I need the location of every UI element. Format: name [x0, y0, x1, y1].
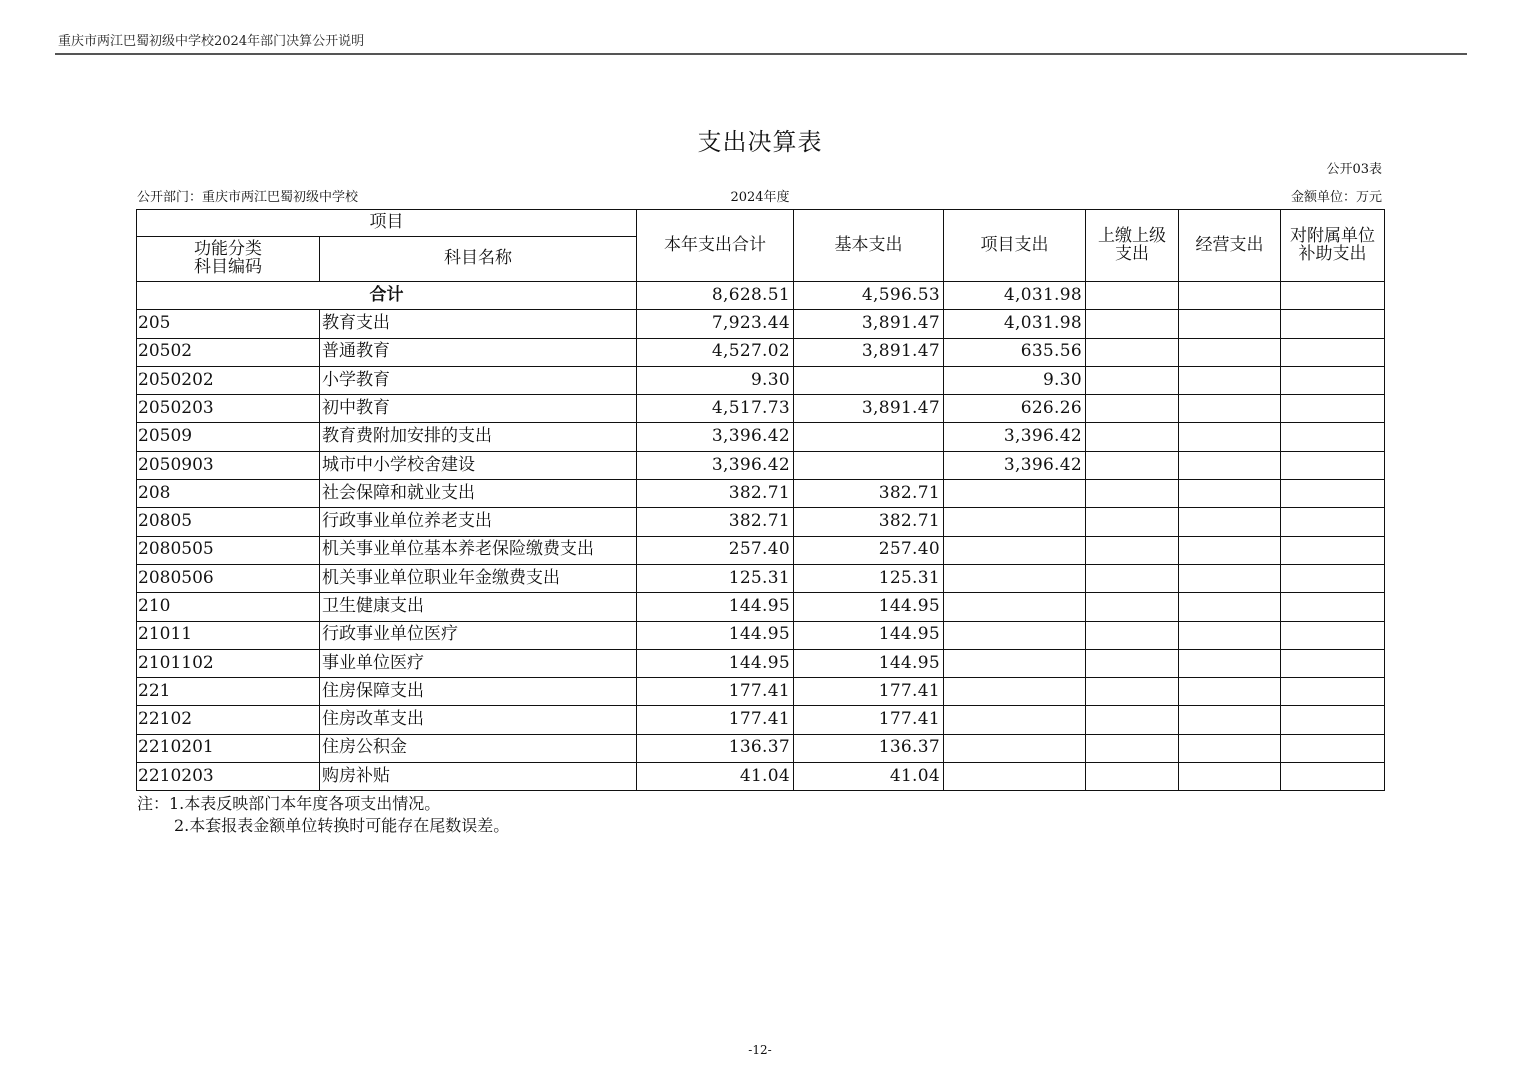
row-subsidy	[1281, 621, 1385, 649]
row-name: 购房补贴	[320, 763, 637, 791]
row-business	[1179, 621, 1281, 649]
row-project: 3,396.42	[944, 423, 1086, 451]
total-label: 合计	[137, 282, 637, 310]
row-total: 9.30	[637, 366, 794, 394]
row-name: 小学教育	[320, 366, 637, 394]
row-business	[1179, 366, 1281, 394]
row-project	[944, 593, 1086, 621]
row-business	[1179, 706, 1281, 734]
row-name: 事业单位医疗	[320, 649, 637, 677]
row-subsidy	[1281, 536, 1385, 564]
row-upper	[1086, 564, 1179, 592]
row-business	[1179, 593, 1281, 621]
row-business	[1179, 536, 1281, 564]
note-2: 2.本套报表金额单位转换时可能存在尾数误差。	[174, 816, 510, 835]
row-basic: 382.71	[794, 480, 944, 508]
row-total: 136.37	[637, 734, 794, 762]
row-name: 普通教育	[320, 338, 637, 366]
row-basic: 144.95	[794, 621, 944, 649]
row-code: 2080505	[137, 536, 320, 564]
row-basic: 177.41	[794, 678, 944, 706]
table-row	[137, 734, 1385, 762]
total-basic: 4,596.53	[794, 282, 944, 310]
document-title: 支出决算表	[697, 128, 823, 156]
table-row	[137, 706, 1385, 734]
row-upper	[1086, 480, 1179, 508]
form-number: 公开03表	[1326, 162, 1382, 177]
row-code: 2050203	[137, 395, 320, 423]
row-upper	[1086, 310, 1179, 338]
row-business	[1179, 451, 1281, 479]
table-row	[137, 593, 1385, 621]
row-basic: 41.04	[794, 763, 944, 791]
row-subsidy	[1281, 451, 1385, 479]
row-project: 4,031.98	[944, 310, 1086, 338]
row-business	[1179, 678, 1281, 706]
row-project	[944, 621, 1086, 649]
row-business	[1179, 480, 1281, 508]
row-upper	[1086, 678, 1179, 706]
table-row	[137, 395, 1385, 423]
row-code: 21011	[137, 621, 320, 649]
amount-unit-label: 金额单位：万元	[1290, 190, 1382, 205]
row-upper	[1086, 338, 1179, 366]
row-name: 城市中小学校舍建设	[320, 451, 637, 479]
header-basic: 基本支出	[794, 210, 944, 282]
header-subsidy: 对附属单位 补助支出	[1281, 210, 1385, 282]
row-basic: 3,891.47	[794, 310, 944, 338]
header-upper: 上缴上级 支出	[1086, 210, 1179, 282]
row-name: 教育费附加安排的支出	[320, 423, 637, 451]
row-subsidy	[1281, 338, 1385, 366]
row-total: 144.95	[637, 621, 794, 649]
table-row	[137, 366, 1385, 394]
table-row	[137, 763, 1385, 791]
total-upper	[1086, 282, 1179, 310]
total-project: 4,031.98	[944, 282, 1086, 310]
note-1: 注：1.本表反映部门本年度各项支出情况。	[137, 794, 441, 813]
row-code: 2050202	[137, 366, 320, 394]
row-project	[944, 678, 1086, 706]
row-project: 9.30	[944, 366, 1086, 394]
row-business	[1179, 423, 1281, 451]
row-name: 住房保障支出	[320, 678, 637, 706]
row-code: 2080506	[137, 564, 320, 592]
row-upper	[1086, 706, 1179, 734]
row-total: 144.95	[637, 649, 794, 677]
department-label: 公开部门：重庆市两江巴蜀初级中学校	[137, 190, 359, 205]
row-subsidy	[1281, 678, 1385, 706]
table-row	[137, 678, 1385, 706]
row-total: 7,923.44	[637, 310, 794, 338]
row-upper	[1086, 734, 1179, 762]
row-subsidy	[1281, 480, 1385, 508]
row-code: 208	[137, 480, 320, 508]
row-code: 2101102	[137, 649, 320, 677]
row-project	[944, 763, 1086, 791]
row-total: 4,527.02	[637, 338, 794, 366]
row-subsidy	[1281, 593, 1385, 621]
row-basic: 3,891.47	[794, 338, 944, 366]
row-upper	[1086, 508, 1179, 536]
row-code: 20502	[137, 338, 320, 366]
row-total: 3,396.42	[637, 423, 794, 451]
table-row	[137, 564, 1385, 592]
table-row	[137, 423, 1385, 451]
row-upper	[1086, 423, 1179, 451]
header-name: 科目名称	[320, 237, 637, 282]
row-basic	[794, 423, 944, 451]
table-notes	[137, 793, 509, 837]
row-code: 210	[137, 593, 320, 621]
row-total: 177.41	[637, 678, 794, 706]
row-subsidy	[1281, 310, 1385, 338]
row-basic: 3,891.47	[794, 395, 944, 423]
row-subsidy	[1281, 508, 1385, 536]
header-item: 项目	[137, 210, 637, 237]
row-subsidy	[1281, 564, 1385, 592]
row-project: 3,396.42	[944, 451, 1086, 479]
row-basic: 257.40	[794, 536, 944, 564]
row-project: 635.56	[944, 338, 1086, 366]
expenditure-table	[136, 209, 1385, 791]
fiscal-year-label: 2024年度	[730, 190, 790, 205]
row-upper	[1086, 649, 1179, 677]
row-project	[944, 734, 1086, 762]
row-business	[1179, 338, 1281, 366]
row-upper	[1086, 395, 1179, 423]
row-subsidy	[1281, 423, 1385, 451]
row-upper	[1086, 451, 1179, 479]
row-total: 3,396.42	[637, 451, 794, 479]
row-code: 22102	[137, 706, 320, 734]
row-subsidy	[1281, 395, 1385, 423]
row-code: 20805	[137, 508, 320, 536]
table-row	[137, 649, 1385, 677]
table-row	[137, 480, 1385, 508]
running-header: 重庆市两江巴蜀初级中学校2024年部门决算公开说明	[58, 34, 365, 49]
row-name: 住房改革支出	[320, 706, 637, 734]
row-basic: 144.95	[794, 649, 944, 677]
table-row	[137, 338, 1385, 366]
row-upper	[1086, 536, 1179, 564]
total-business	[1179, 282, 1281, 310]
row-project	[944, 508, 1086, 536]
page-number: -12-	[748, 1043, 772, 1057]
total-row	[137, 282, 1385, 310]
row-upper	[1086, 621, 1179, 649]
row-subsidy	[1281, 366, 1385, 394]
header-divider	[55, 53, 1467, 55]
row-upper	[1086, 593, 1179, 621]
row-subsidy	[1281, 734, 1385, 762]
row-basic: 136.37	[794, 734, 944, 762]
row-name: 行政事业单位养老支出	[320, 508, 637, 536]
row-project	[944, 536, 1086, 564]
row-name: 卫生健康支出	[320, 593, 637, 621]
row-basic: 125.31	[794, 564, 944, 592]
row-basic: 144.95	[794, 593, 944, 621]
row-business	[1179, 310, 1281, 338]
row-total: 125.31	[637, 564, 794, 592]
row-name: 机关事业单位基本养老保险缴费支出	[320, 536, 637, 564]
row-name: 机关事业单位职业年金缴费支出	[320, 564, 637, 592]
row-total: 4,517.73	[637, 395, 794, 423]
row-basic: 382.71	[794, 508, 944, 536]
row-name: 教育支出	[320, 310, 637, 338]
row-total: 177.41	[637, 706, 794, 734]
row-upper	[1086, 366, 1179, 394]
header-project: 项目支出	[944, 210, 1086, 282]
row-code: 221	[137, 678, 320, 706]
row-name: 行政事业单位医疗	[320, 621, 637, 649]
row-project	[944, 480, 1086, 508]
table-row	[137, 621, 1385, 649]
header-total: 本年支出合计	[637, 210, 794, 282]
table-row	[137, 310, 1385, 338]
row-name: 住房公积金	[320, 734, 637, 762]
row-project	[944, 649, 1086, 677]
row-business	[1179, 395, 1281, 423]
row-total: 382.71	[637, 480, 794, 508]
row-business	[1179, 649, 1281, 677]
row-basic: 177.41	[794, 706, 944, 734]
row-project	[944, 706, 1086, 734]
row-code: 205	[137, 310, 320, 338]
row-basic	[794, 451, 944, 479]
row-name: 社会保障和就业支出	[320, 480, 637, 508]
row-business	[1179, 508, 1281, 536]
row-upper	[1086, 763, 1179, 791]
row-code: 20509	[137, 423, 320, 451]
row-code: 2210201	[137, 734, 320, 762]
table-row	[137, 508, 1385, 536]
table-row	[137, 536, 1385, 564]
row-business	[1179, 564, 1281, 592]
row-business	[1179, 763, 1281, 791]
total-subsidy	[1281, 282, 1385, 310]
row-code: 2210203	[137, 763, 320, 791]
header-code: 功能分类 科目编码	[137, 237, 320, 282]
row-subsidy	[1281, 763, 1385, 791]
row-project: 626.26	[944, 395, 1086, 423]
row-total: 41.04	[637, 763, 794, 791]
row-total: 382.71	[637, 508, 794, 536]
total-sum: 8,628.51	[637, 282, 794, 310]
row-basic	[794, 366, 944, 394]
row-code: 2050903	[137, 451, 320, 479]
row-total: 144.95	[637, 593, 794, 621]
row-total: 257.40	[637, 536, 794, 564]
header-business: 经营支出	[1179, 210, 1281, 282]
row-name: 初中教育	[320, 395, 637, 423]
row-subsidy	[1281, 649, 1385, 677]
row-subsidy	[1281, 706, 1385, 734]
row-project	[944, 564, 1086, 592]
table-row	[137, 451, 1385, 479]
row-business	[1179, 734, 1281, 762]
